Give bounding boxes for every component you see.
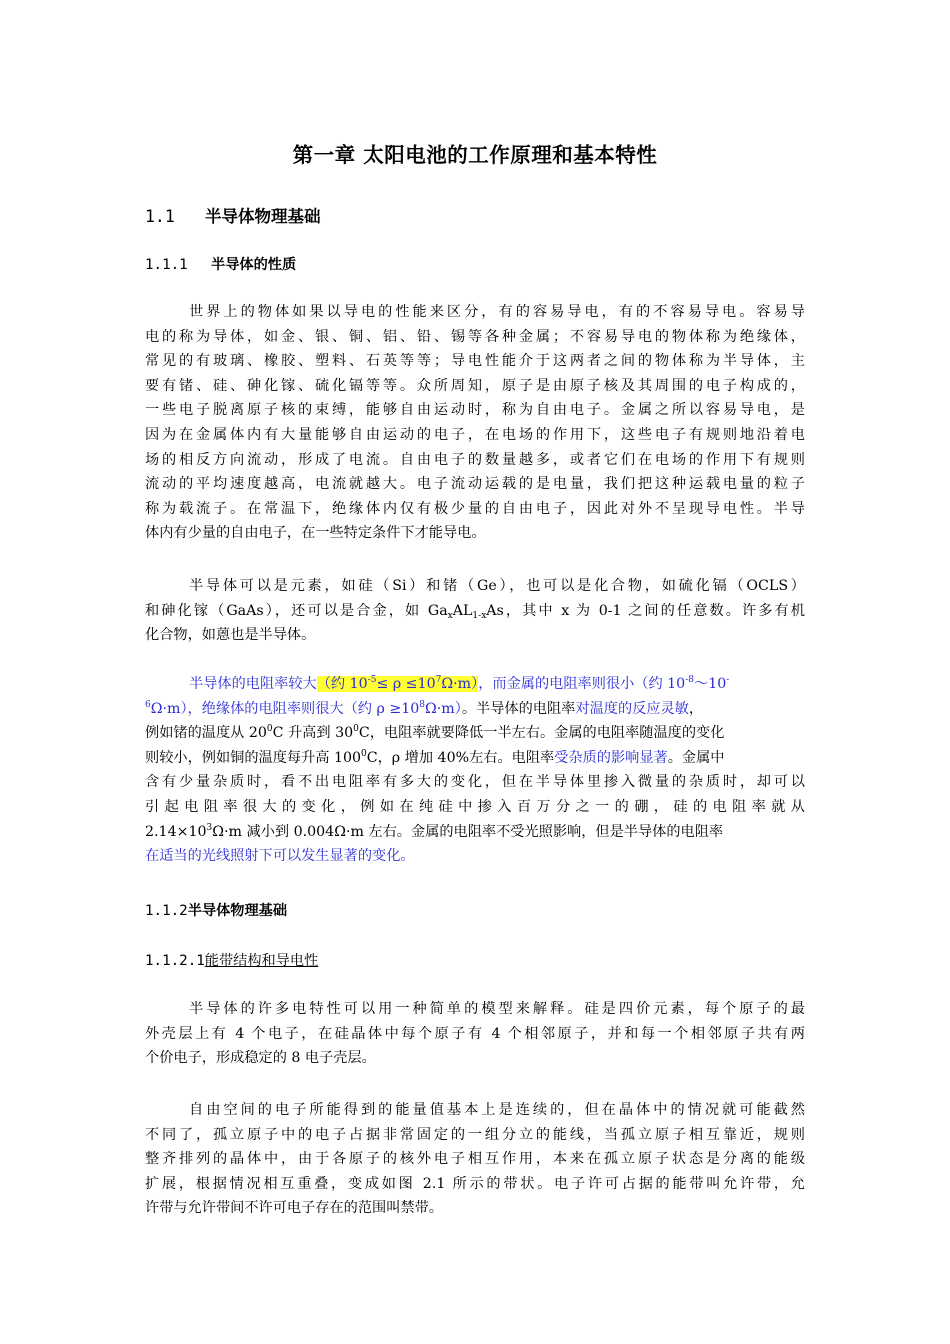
text-line: 流动的平均速度越高，电流就越大。电子流动运载的是电量，我们把这种运载电量的粒子 bbox=[145, 476, 805, 493]
chapter-title: 第一章 太阳电池的工作原理和基本特性 bbox=[292, 143, 658, 167]
text-line: 场的相反方向流动，形成了电流。自由电子的数量越多，或者它们在电场的作用下有规则 bbox=[145, 451, 805, 468]
text-line: 半导体可以是元素，如硅（Si）和锗（Ge），也可以是化合物，如硫化镉（OCLS） bbox=[189, 578, 805, 594]
section-title: 半导体的性质 bbox=[211, 257, 297, 273]
text-line: 一些电子脱离原子核的束缚，能够自由运动时，称为自由电子。金属之所以容易导电，是 bbox=[145, 402, 805, 419]
text-line: $2.14\times 10^3\Omega\cdot m$ 减小到 0.004Ω·m 左右。金属的电阻率不受光照影响，但是半导体的电阻率 bbox=[145, 822, 724, 840]
text-line: 化合物，如蒽也是半导体。 bbox=[145, 627, 316, 644]
section-heading-1-1-2 bbox=[145, 900, 287, 920]
text-line: 则较小，例如铜的温度每升高 $100^0C$，ρ 增加 40%左右。电阻率受杂质的影响显著。金属中 bbox=[145, 748, 725, 766]
text-line: 例如锗的温度从 $20^0C$ 升高到 $30^0C$，电阻率就要降低一半左右。金属的电阻率随温度的变化 bbox=[145, 724, 725, 742]
paragraph-band-model bbox=[145, 997, 805, 1071]
text-line: 整齐排列的晶体中，由于各原子的核外电子相互作用，本来在孤立原子状态是分离的能级 bbox=[145, 1151, 805, 1168]
text-line: 不同了，孤立原子中的电子占据非常固定的一组分立的能线，当孤立原子相互靠近，规则 bbox=[145, 1126, 805, 1143]
paragraph-semiconductor-nature bbox=[145, 300, 805, 546]
text-line: 半导体的电阻率较大（约 $10^{-5}\le \rho \le 10^7\Omega\cdot m$），而金属的电阻率则很小（约 $10^{-8}\sim 10^-$ bbox=[189, 675, 730, 692]
text-line: 引起电阻率很大的变化，例如在纯硅中掺入百万分之一的硼，硅的电阻率就从 bbox=[145, 798, 805, 815]
section-number: 1.1.2.1 bbox=[145, 953, 205, 969]
section-heading-1-1-1 bbox=[145, 254, 296, 274]
section-number: 1.1 bbox=[145, 207, 175, 226]
text-line: 世界上的物体如果以导电的性能来区分，有的容易导电，有的不容易导电。容易导 bbox=[189, 304, 805, 320]
paragraph-energy-bands bbox=[145, 1098, 805, 1221]
text-line: 体内有少量的自由电子，在一些特定条件下才能导电。 bbox=[145, 525, 486, 542]
text-line: 在适当的光线照射下可以发生显著的变化。 bbox=[145, 848, 415, 865]
paragraph-resistivity bbox=[145, 672, 805, 869]
text-line: 自由空间的电子所能得到的能量值基本上是连续的，但在晶体中的情况就可能截然 bbox=[189, 1102, 805, 1118]
text-line: 电的称为导体，如金、银、铜、铝、铅、锡等各种金属；不容易导电的物体称为绝缘体， bbox=[145, 328, 805, 345]
section-title: 半导体物理基础 bbox=[187, 903, 288, 919]
section-title: 能带结构和导电性 bbox=[204, 953, 319, 969]
text-line: 外壳层上有 4 个电子，在硅晶体中每个原子有 4 个相邻原子，并和每一个相邻原子共有两 bbox=[145, 1025, 805, 1042]
text-line: 要有锗、硅、砷化镓、硫化镉等等。众所周知，原子是由原子核及其周围的电子构成的， bbox=[145, 377, 805, 394]
text-line: $^6$Ω·m），绝缘体的电阻率则很大（约 $\rho \ge 10^8\Omega\cdot m$）。半导体的电阻率对温度的反应灵敏， bbox=[145, 699, 704, 717]
text-line: 半导体的许多电特性可以用一种简单的模型来解释。硅是四价元素，每个原子的最 bbox=[189, 1001, 805, 1017]
section-heading-1-1-2-1 bbox=[145, 950, 318, 970]
text-line: 常见的有玻璃、橡胶、塑料、石英等等；导电性能介于这两者之间的物体称为半导体，主 bbox=[145, 353, 805, 370]
section-number: 1.1.2 bbox=[145, 903, 188, 919]
text-line: 个价电子，形成稳定的 8 电子壳层。 bbox=[145, 1050, 376, 1067]
text-line: 称为载流子。在常温下，绝缘体内仅有极少量的自由电子，因此对外不呈现导电性。半导 bbox=[145, 500, 805, 517]
section-heading-1-1 bbox=[145, 203, 321, 227]
text-line: 含有少量杂质时，看不出电阻率有多大的变化，但在半导体里掺入微量的杂质时，却可以 bbox=[145, 774, 805, 791]
highlighted-text: （约 $10^{-5}\le \rho \le 10^7\Omega\cdot m$） bbox=[316, 675, 479, 692]
text-line: 因为在金属体内有大量能够自由运动的电子，在电场的作用下，这些电子有规则地沿着电 bbox=[145, 426, 805, 443]
text-line: 许带与允许带间不许可电子存在的范围叫禁带。 bbox=[145, 1200, 443, 1217]
section-number: 1.1.1 bbox=[145, 257, 188, 273]
text-line: 扩展，根据情况相互重叠，变成如图 2.1 所示的带状。电子许可占据的能带叫允许带，允 bbox=[145, 1175, 805, 1192]
section-title: 半导体物理基础 bbox=[205, 207, 321, 226]
paragraph-semiconductor-types bbox=[145, 574, 805, 648]
text-line: 和砷化镓（GaAs），还可以是合金，如 $Ga_xAL_{1-x}As$，其中 x 为 0-1 之间的任意数。许多有机 bbox=[145, 602, 805, 621]
